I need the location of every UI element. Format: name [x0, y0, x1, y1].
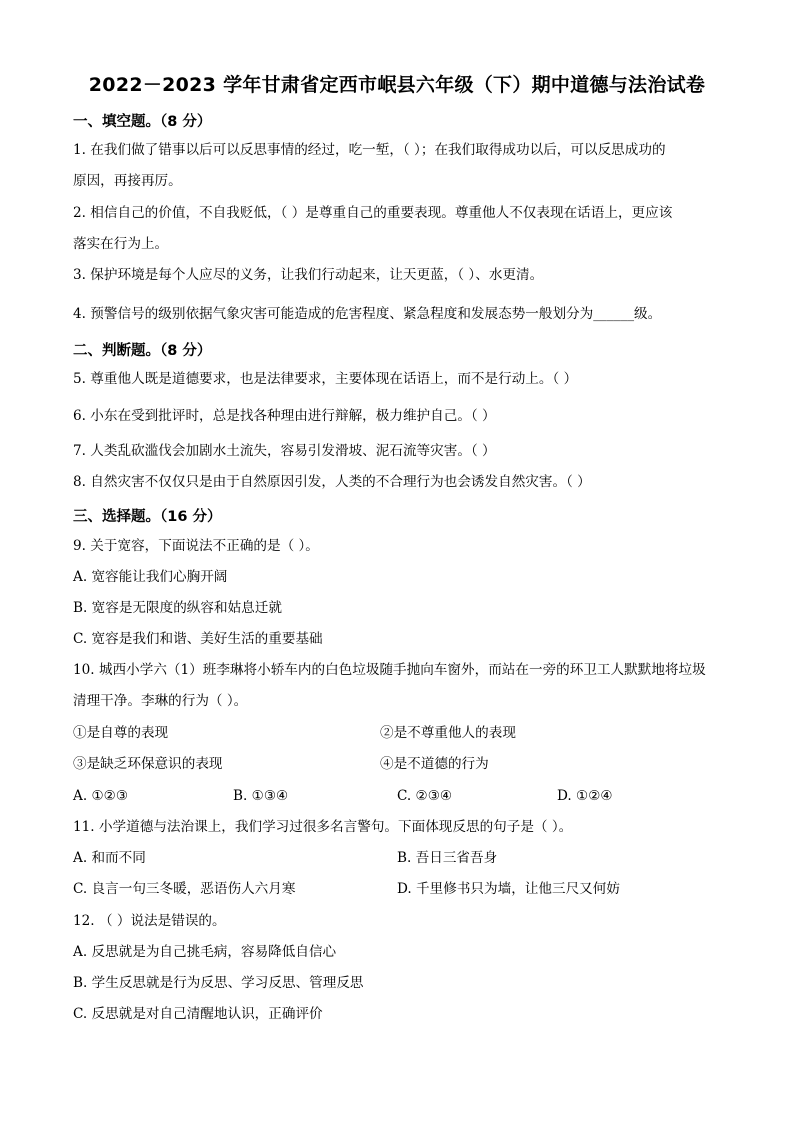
section-multiple-choice: 三、选择题。（16 分）: [73, 509, 222, 525]
question-11-option-d: D. 千里修书只为墙，让他三尺又何妨: [397, 881, 620, 897]
question-11-option-c: C. 良言一句三冬暖，恶语伤人六月寒: [73, 881, 296, 897]
question-10-statement-2: ②是不尊重他人的表现: [380, 725, 516, 741]
question-1-line-2: 原因，再接再厉。: [73, 173, 182, 189]
page-title: 2022－2023 学年甘肃省定西市岷县六年级（下）期中道德与法治试卷: [88, 74, 706, 96]
question-11-option-b: B. 吾日三省吾身: [397, 850, 498, 866]
question-5: 5. 尊重他人既是道德要求，也是法律要求，主要体现在话语上，而不是行动上。（ ）: [73, 371, 578, 387]
question-9-option-c: C. 宽容是我们和谐、美好生活的重要基础: [73, 631, 323, 647]
question-2-line-1: 2. 相信自己的价值，不自我贬低，（ ）是尊重自己的重要表现。尊重他人不仅表现在话语上，更应该: [73, 205, 673, 221]
question-11-option-a: A. 和而不同: [73, 850, 146, 866]
question-10-statement-1: ①是自尊的表现: [73, 725, 169, 741]
question-1-line-1: 1. 在我们做了错事以后可以反思事情的经过，吃一堑，（ ）；在我们取得成功以后，可以反思成功的: [73, 142, 666, 158]
question-10-option-a: A. ①②③: [73, 788, 129, 804]
question-3: 3. 保护环境是每个人应尽的义务，让我们行动起来，让天更蓝，（ ）、水更清。: [73, 267, 544, 283]
section-true-false: 二、判断题。（8 分）: [73, 343, 212, 359]
question-10-option-c: C. ②③④: [397, 788, 453, 804]
question-9-option-b: B. 宽容是无限度的纵容和姑息迁就: [73, 600, 282, 616]
question-10-line-1: 10. 城西小学六（1）班李琳将小轿车内的白色垃圾随手抛向车窗外，而站在一旁的环卫工人默默地将垃圾: [73, 662, 706, 678]
question-10-option-b: B. ①③④: [233, 788, 289, 804]
question-9-option-a: A. 宽容能让我们心胸开阔: [73, 569, 228, 585]
question-12-option-b: B. 学生反思就是行为反思、学习反思、管理反思: [73, 975, 364, 991]
question-12-stem: 12. （ ）说法是错误的。: [73, 913, 226, 929]
question-10-statement-3: ③是缺乏环保意识的表现: [73, 756, 223, 772]
question-2-line-2: 落实在行为上。: [73, 236, 169, 252]
question-11-stem: 11. 小学道德与法治课上，我们学习过很多名言警句。下面体现反思的句子是（ ）。: [73, 819, 573, 835]
question-8: 8. 自然灾害不仅仅只是由于自然原因引发，人类的不合理行为也会诱发自然灾害。（ ）: [73, 474, 591, 490]
question-4: 4. 预警信号的级别依据气象灾害可能造成的危害程度、紧急程度和发展态势一般划分为______级。: [73, 306, 662, 322]
section-fill-in: 一、填空题。（8 分）: [73, 114, 212, 130]
question-10-statement-4: ④是不道德的行为: [380, 756, 489, 772]
question-9-stem: 9. 关于宽容，下面说法不正确的是（ ）。: [73, 538, 319, 554]
question-12-option-a: A. 反思就是为自己挑毛病，容易降低自信心: [73, 944, 337, 960]
question-7: 7. 人类乱砍滥伐会加剧水土流失，容易引发滑坡、泥石流等灾害。（ ）: [73, 443, 496, 459]
question-10-line-2: 清理干净。李琳的行为（ ）。: [73, 693, 248, 709]
question-12-option-c: C. 反思就是对自己清醒地认识，正确评价: [73, 1006, 323, 1022]
question-6: 6. 小东在受到批评时，总是找各种理由进行辩解，极力维护自己。（ ）: [73, 408, 496, 424]
question-10-option-d: D. ①②④: [557, 788, 613, 804]
